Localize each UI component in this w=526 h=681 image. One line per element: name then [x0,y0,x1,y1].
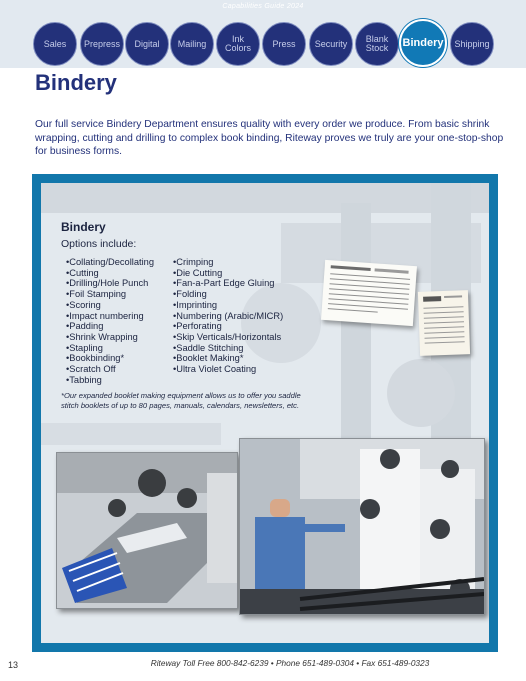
option-item: • Cutting [66,268,154,279]
option-item: • Scratch Off [66,364,154,375]
tab-blank-stock[interactable] [355,22,399,66]
option-item: • Imprinting [173,300,283,311]
option-item: • Impact numbering [66,311,154,322]
tab-label: Shipping [454,38,490,49]
bindery-panel [32,174,498,652]
option-item: • Tabbing [66,375,154,386]
option-item: • Skip Verticals/Horizontals [173,332,283,343]
option-item: • Padding [66,321,154,332]
option-item: • Foil Stamping [66,289,154,300]
panel-title: Bindery [61,220,106,234]
booklet-footnote: *Our expanded booklet making equipment allows us to offer you saddle stitch booklets of up to 80 pages, manuals, calendars, newsletters, etc. [61,391,301,410]
option-item: • Shrink Wrapping [66,332,154,343]
tab-label: Press [272,38,296,49]
guide-label: Capabilities Guide 2024 [222,3,304,10]
option-item: • Saddle Stitching [173,343,283,354]
tab-shipping[interactable] [450,22,494,66]
options-list-left [66,257,154,385]
folding-machine-photo [56,452,238,609]
option-item: • Numbering (Arabic/MICR) [173,311,283,322]
tab-mailing[interactable] [170,22,214,66]
tab-sales[interactable] [33,22,77,66]
option-item: • Stapling [66,343,154,354]
panel-inner [41,183,489,643]
tab-label: Ink Colors [224,34,251,53]
options-list-right [173,257,283,375]
tab-label: Mailing [177,38,207,49]
option-item: • Perforating [173,321,283,332]
option-item: • Folding [173,289,283,300]
option-item: • Ultra Violet Coating [173,364,283,375]
option-item: • Bookbinding* [66,353,154,364]
section-nav [0,14,526,70]
tab-prepress[interactable] [80,22,124,66]
option-item: • Crimping [173,257,283,268]
option-item: • Collating/Decollating [66,257,154,268]
intro-paragraph: Our full service Bindery Department ensures quality with every order we produce. From basic shrink wrapping, cutting and drilling to complex book binding, Riteway proves we truly are your one-stop-shop for business forms. [35,119,504,157]
option-item: • Fan-a-Part Edge Gluing [173,278,283,289]
option-item: • Die Cutting [173,268,283,279]
option-item: • Scoring [66,300,154,311]
tab-ink-colors[interactable] [216,22,260,66]
tab-label: Sales [43,38,67,49]
options-label: Options include: [61,238,137,250]
tab-label: Bindery [402,36,444,49]
tab-bindery[interactable] [399,19,447,67]
footer-contact: Riteway Toll Free 800-842-6239 • Phone 651-489-0304 • Fax 651-489-0323 [150,658,430,668]
receipt-lines-graphic [418,290,470,356]
tab-digital[interactable] [125,22,169,66]
page-number: 13 [8,660,19,670]
page-title: Bindery [35,70,117,95]
tab-label: Prepress [83,38,120,49]
paper-rolls-graphic [240,439,484,614]
tab-label: Digital [134,38,160,49]
tab-press[interactable] [262,22,306,66]
business-form-image [321,260,417,326]
form-lines-graphic [321,260,417,326]
option-item: • Booklet Making* [173,353,283,364]
tab-label: Security [314,38,348,49]
shrink-wrap-operator-photo [239,438,485,615]
tab-security[interactable] [309,22,353,66]
option-item: • Drilling/Hole Punch [66,278,154,289]
receipt-book-image [418,290,470,356]
folding-machine-graphic [57,453,237,608]
tab-label: Blank Stock [365,34,389,53]
